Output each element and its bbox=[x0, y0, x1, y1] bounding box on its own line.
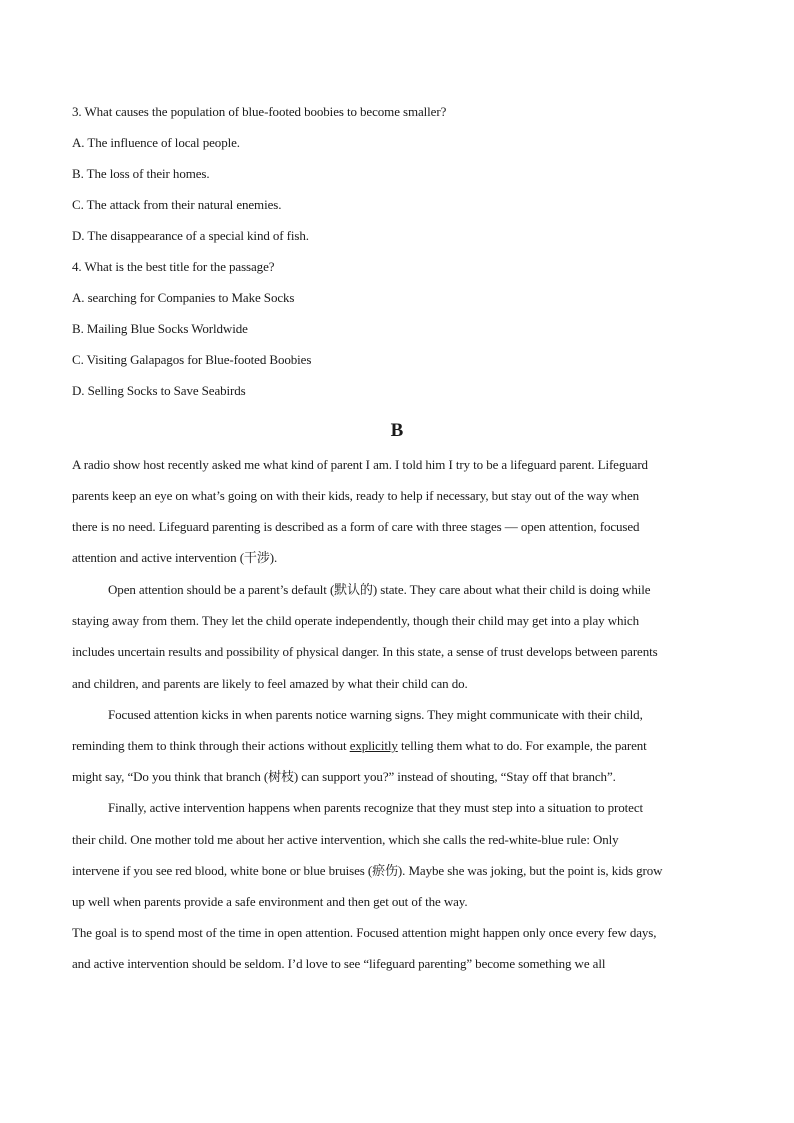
paragraph-2-line: staying away from them. They let the child operate independently, though their child may get into a play which bbox=[72, 613, 639, 628]
paragraph-3-line: might say, “Do you think that branch (树枝) can support you?” instead of shouting, “Stay off that branch”. bbox=[72, 769, 616, 784]
paragraph-4-line: up well when parents provide a safe environment and then get out of the way. bbox=[72, 894, 468, 909]
paragraph-1-line: A radio show host recently asked me what kind of parent I am. I told him I try to be a lifeguard parent. Lifeguard bbox=[72, 457, 648, 472]
question-3-option-a: A. The influence of local people. bbox=[72, 135, 240, 150]
paragraph-1-line: attention and active intervention (干涉). bbox=[72, 550, 278, 565]
paragraph-1-line: there is no need. Lifeguard parenting is described as a form of care with three stages — open attention, focused bbox=[72, 519, 640, 534]
paragraph-5-line: The goal is to spend most of the time in open attention. Focused attention might happen only once every few days, bbox=[72, 925, 657, 940]
paragraph-3-text: telling them what to do. For example, the parent bbox=[397, 738, 647, 753]
paragraph-3-text: reminding them to think through their actions without bbox=[72, 738, 350, 753]
question-4-option-b: B. Mailing Blue Socks Worldwide bbox=[72, 321, 248, 336]
paragraph-1-line: parents keep an eye on what’s going on with their kids, ready to help if necessary, but stay out of the way when bbox=[72, 488, 640, 503]
question-3-option-d: D. The disappearance of a special kind of fish. bbox=[72, 228, 309, 243]
paragraph-3-line bbox=[72, 737, 647, 755]
section-title: B bbox=[390, 420, 404, 441]
underlined-word: explicitly bbox=[349, 738, 398, 753]
question-4-stem: 4. What is the best title for the passage? bbox=[72, 259, 275, 274]
paragraph-2-line: Open attention should be a parent’s default (默认的) state. They care about what their child is doing while bbox=[108, 582, 651, 597]
paragraph-3-line: Focused attention kicks in when parents notice warning signs. They might communicate with their child, bbox=[108, 707, 643, 722]
question-3-stem: 3. What causes the population of blue-footed boobies to become smaller? bbox=[72, 104, 447, 119]
paragraph-4-line: intervene if you see red blood, white bone or blue bruises (瘀伤). Maybe she was joking, but the point is, kids grow bbox=[72, 863, 663, 878]
question-4-option-d: D. Selling Socks to Save Seabirds bbox=[72, 383, 246, 398]
paragraph-5-line: and active intervention should be seldom. I’d love to see “lifeguard parenting” become something we all bbox=[72, 956, 606, 971]
paragraph-2-line: and children, and parents are likely to feel amazed by what their child can do. bbox=[72, 676, 468, 691]
question-3-option-b: B. The loss of their homes. bbox=[72, 166, 210, 181]
question-4-option-c: C. Visiting Galapagos for Blue-footed Boobies bbox=[72, 352, 312, 367]
paragraph-2-line: includes uncertain results and possibility of physical danger. In this state, a sense of trust develops between parents bbox=[72, 644, 658, 659]
paragraph-4-line: their child. One mother told me about her active intervention, which she calls the red-white-blue rule: Only bbox=[72, 832, 619, 847]
question-4-option-a: A. searching for Companies to Make Socks bbox=[72, 290, 295, 305]
paragraph-4-line: Finally, active intervention happens when parents recognize that they must step into a situation to protect bbox=[108, 800, 644, 815]
question-3-option-c: C. The attack from their natural enemies. bbox=[72, 197, 282, 212]
